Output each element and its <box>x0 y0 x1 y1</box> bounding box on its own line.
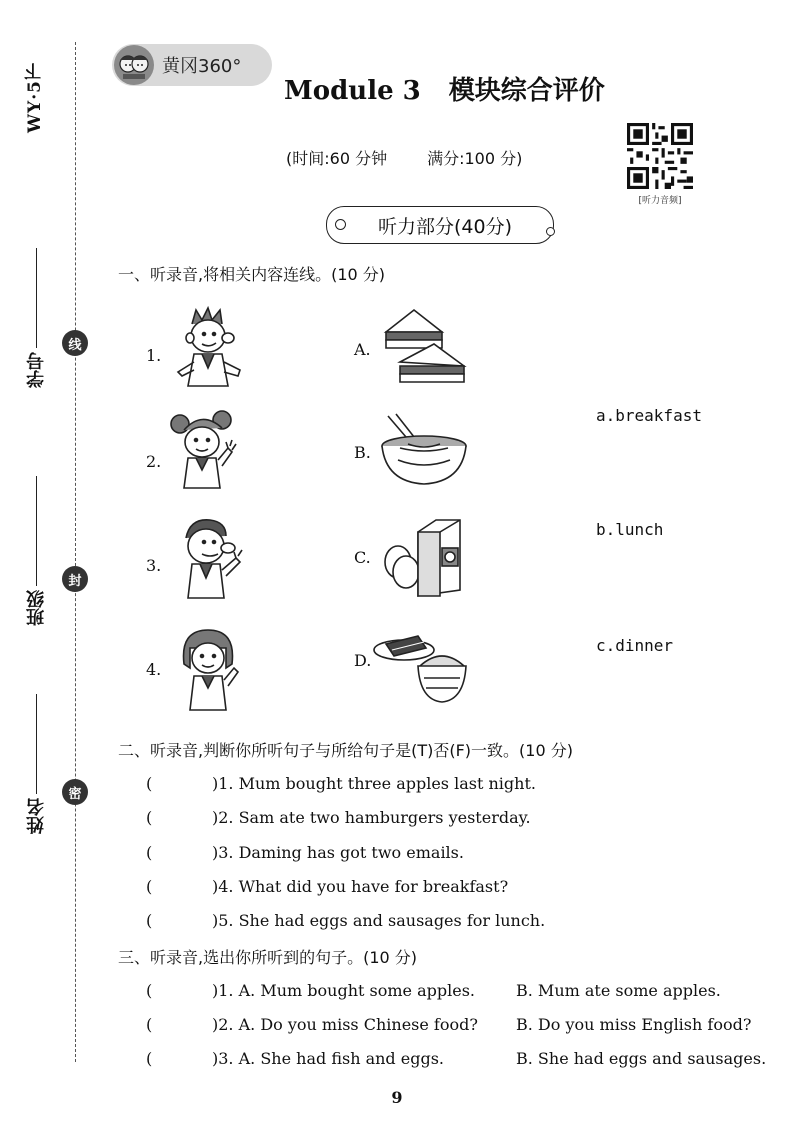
tf-item-1[interactable]: ( )1. Mum bought three apples last night. <box>146 774 536 793</box>
meal-dinner: c.dinner <box>596 636 674 655</box>
option-a-label: A. <box>354 340 371 359</box>
brand-name: 黄冈360° <box>162 56 242 77</box>
tf-item-5[interactable]: ( )5. She had eggs and sausages for lunch. <box>146 911 546 930</box>
section1-heading: 一、听录音,将相关内容连线。(10 分) <box>118 265 386 284</box>
sandwich-icon <box>380 304 470 394</box>
tf-item-4[interactable]: ( )4. What did you have for breakfast? <box>146 877 509 896</box>
option-d-label: D. <box>354 651 372 670</box>
kids-logo-icon <box>114 45 154 85</box>
section3-heading: 三、听录音,选出你所听到的句子。(10 分) <box>118 948 418 967</box>
item-number-1: 1. <box>146 346 162 365</box>
brand-badge <box>112 44 272 86</box>
choice-item-1-b[interactable]: B. Mum ate some apples. <box>516 981 721 1000</box>
exam-info <box>286 146 522 169</box>
time-limit: (时间:60 分钟 <box>286 149 388 168</box>
name-field[interactable] <box>22 684 52 834</box>
choice-item-3-a[interactable]: ( )3. A. She had fish and eggs. <box>146 1049 445 1068</box>
noodle-bowl-icon <box>378 414 470 490</box>
class-label: 班级 <box>26 590 47 626</box>
part-label: 听力部分(40分) <box>377 215 512 238</box>
student-no-label: 学号 <box>26 352 47 388</box>
name-blank[interactable] <box>37 694 38 794</box>
item-number-2: 2. <box>146 452 162 471</box>
title-cn: 模块综合评价 <box>448 76 605 106</box>
student-no-blank[interactable] <box>37 248 38 348</box>
meat-rice-icon <box>372 626 472 710</box>
class-blank[interactable] <box>37 476 38 586</box>
cut-line <box>75 42 76 1062</box>
choice-item-2-b[interactable]: B. Do you miss English food? <box>516 1015 752 1034</box>
option-b-label: B. <box>354 443 371 462</box>
choice-item-2-a[interactable]: ( )2. A. Do you miss Chinese food? <box>146 1015 478 1034</box>
name-label: 姓名 <box>26 798 47 834</box>
seal-line-badge: 线 <box>62 330 88 356</box>
boy-short-hair-icon <box>170 514 250 604</box>
option-c-label: C. <box>354 548 371 567</box>
full-score: 满分:100 分) <box>427 149 523 168</box>
listening-part-banner <box>326 206 554 244</box>
module-label: Module 3 <box>284 76 421 106</box>
meal-lunch: b.lunch <box>596 520 664 539</box>
girl-bob-hair-icon <box>172 624 248 716</box>
qr-caption: [听力音频] <box>638 196 682 206</box>
tf-item-3[interactable]: ( )3. Daming has got two emails. <box>146 843 464 862</box>
section2-heading: 二、听录音,判断你所听句子与所给句子是(T)否(F)一致。(10 分) <box>118 741 573 760</box>
boy-spiky-hair-icon <box>172 306 248 394</box>
page-number: 9 <box>391 1088 403 1107</box>
page-title <box>284 70 605 107</box>
item-number-4: 4. <box>146 660 162 679</box>
girl-curly-hair-icon <box>166 408 246 494</box>
student-no-field[interactable] <box>22 238 52 388</box>
meal-breakfast: a.breakfast <box>596 406 702 425</box>
qr-code-icon[interactable] <box>625 123 695 189</box>
tf-item-2[interactable]: ( )2. Sam ate two hamburgers yesterday. <box>146 808 531 827</box>
class-field[interactable] <box>22 466 52 626</box>
seal-secret-badge: 密 <box>62 779 88 805</box>
book-code: WY·5下 <box>25 62 45 133</box>
eggs-milk-icon <box>378 514 470 600</box>
item-number-3: 3. <box>146 556 162 575</box>
choice-item-1-a[interactable]: ( )1. A. Mum bought some apples. <box>146 981 475 1000</box>
seal-seal-badge: 封 <box>62 566 88 592</box>
choice-item-3-b[interactable]: B. She had eggs and sausages. <box>516 1049 767 1068</box>
